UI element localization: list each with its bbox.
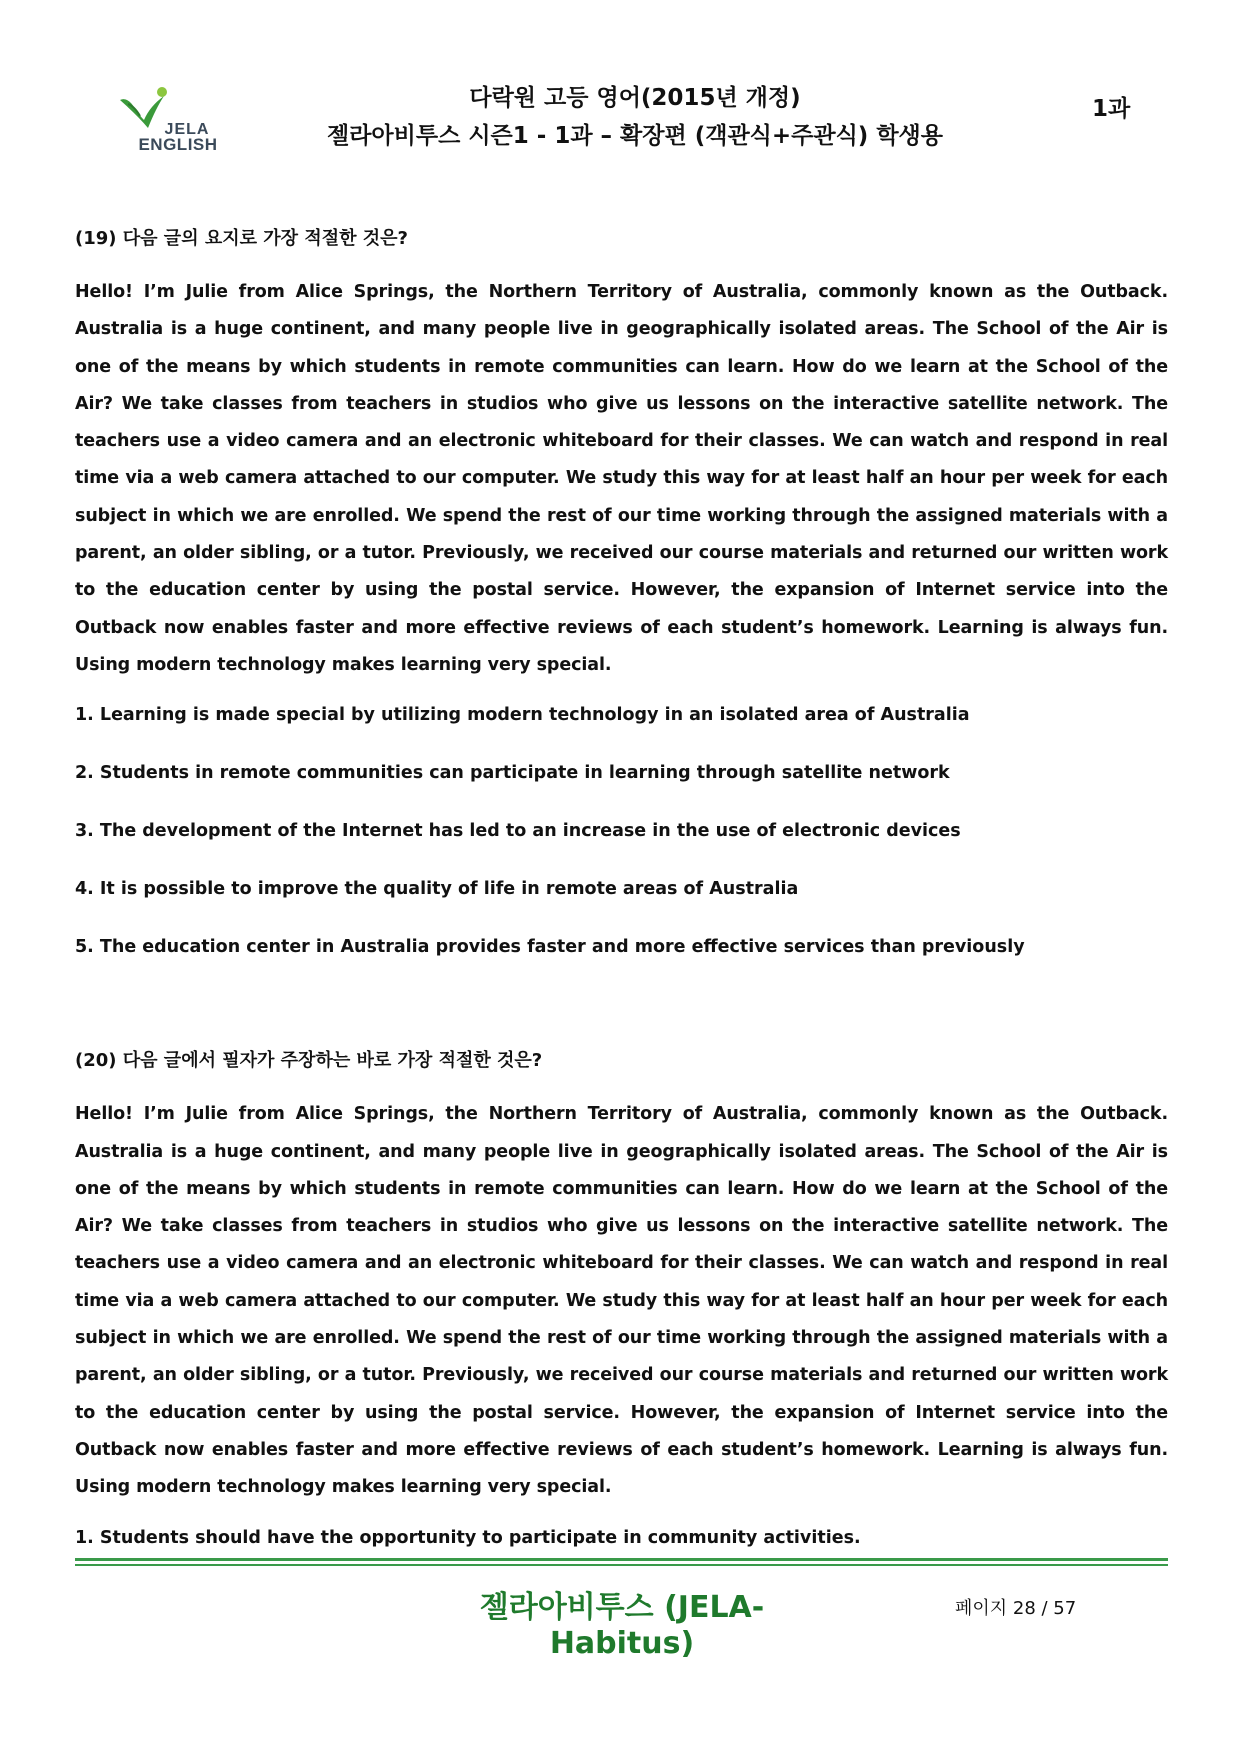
- lesson-tag: 1과: [1092, 96, 1131, 122]
- footer-rule-bottom: [75, 1564, 1168, 1566]
- question-title: (19) 다음 글의 요지로 가장 적절한 것은?: [75, 228, 408, 249]
- reading-passage: Hello! I’m Julie from Alice Springs, the Northern Territory of Australia, commonly known as the Outback. Australia is a huge continent, and many people live in geographically isolated areas. The School of the Air is one of the means by which students in remote communities can learn. How do we learn at the School of the Air? We take classes from teachers in studios who give us lessons on the interactive satellite network. The teachers use a video camera and an electronic whiteboard for their classes. We can watch and respond in real time via a web camera attached to our computer. We study this way for at least half an hour per week for each subject in which we are enrolled. We spend the rest of our time working through the assigned materials with a parent, an older sibling, or a tutor. Previously, we received our course materials and returned our written work to the education center by using the postal service. However, the expansion of Internet service into the Outback now enables faster and more effective reviews of each student’s homework. Learning is always fun. Using modern technology makes learning very special.: [75, 1104, 1168, 1498]
- title-line-1: 다락원 고등 영어(2015년 개정): [469, 85, 801, 111]
- document-title: [280, 80, 990, 156]
- page-header: [0, 0, 1240, 170]
- answer-option-3[interactable]: 3. The development of the Internet has led to an increase in the use of electronic devices: [75, 821, 961, 842]
- question-divider-space: [75, 992, 1168, 1048]
- logo-jela-text: JELA: [164, 121, 210, 138]
- jela-english-logo: [118, 86, 228, 156]
- page-footer: [0, 1552, 1240, 1712]
- question-20: [75, 1048, 1168, 1550]
- answer-options: [75, 1525, 1168, 1551]
- page-number: 페이지 28 / 57: [955, 1598, 1077, 1619]
- answer-option-4[interactable]: 4. It is possible to improve the quality of life in remote areas of Australia: [75, 879, 799, 900]
- logo-wordmark: [126, 122, 230, 152]
- question-title: (20) 다음 글에서 필자가 주장하는 바로 가장 적절한 것은?: [75, 1050, 543, 1072]
- answer-option-1[interactable]: 1. Learning is made special by utilizing modern technology in an isolated area of Australia: [75, 705, 970, 726]
- footer-brand: 젤라아비투스 (JELA-Habitus): [479, 1590, 765, 1661]
- reading-passage: Hello! I’m Julie from Alice Springs, the Northern Territory of Australia, commonly known as the Outback. Australia is a huge continent, and many people live in geographically isolated areas. The School of the Air is one of the means by which students in remote communities can learn. How do we learn at the School of the Air? We take classes from teachers in studios who give us lessons on the interactive satellite network. The teachers use a video camera and an electronic whiteboard for their classes. We can watch and respond in real time via a web camera attached to our computer. We study this way for at least half an hour per week for each subject in which we are enrolled. We spend the rest of our time working through the assigned materials with a parent, an older sibling, or a tutor. Previously, we received our course materials and returned our written work to the education center by using the postal service. However, the expansion of Internet service into the Outback now enables faster and more effective reviews of each student’s homework. Learning is always fun. Using modern technology makes learning very special.: [75, 282, 1168, 675]
- title-line-2: 젤라아비투스 시즌1 - 1과 – 확장편 (객관식+주관식) 학생용: [327, 123, 943, 149]
- answer-options: [75, 702, 1168, 960]
- answer-option-2[interactable]: 2. Students in remote communities can participate in learning through satellite network: [75, 763, 950, 784]
- footer-rule-top: [75, 1558, 1168, 1561]
- answer-option-1[interactable]: 1. Students should have the opportunity to participate in community activities.: [75, 1527, 861, 1548]
- logo-english-text: ENGLISH: [138, 135, 218, 154]
- answer-option-5[interactable]: 5. The education center in Australia provides faster and more effective services than previously: [75, 937, 1025, 958]
- question-content: [75, 226, 1168, 1583]
- question-19: [75, 226, 1168, 960]
